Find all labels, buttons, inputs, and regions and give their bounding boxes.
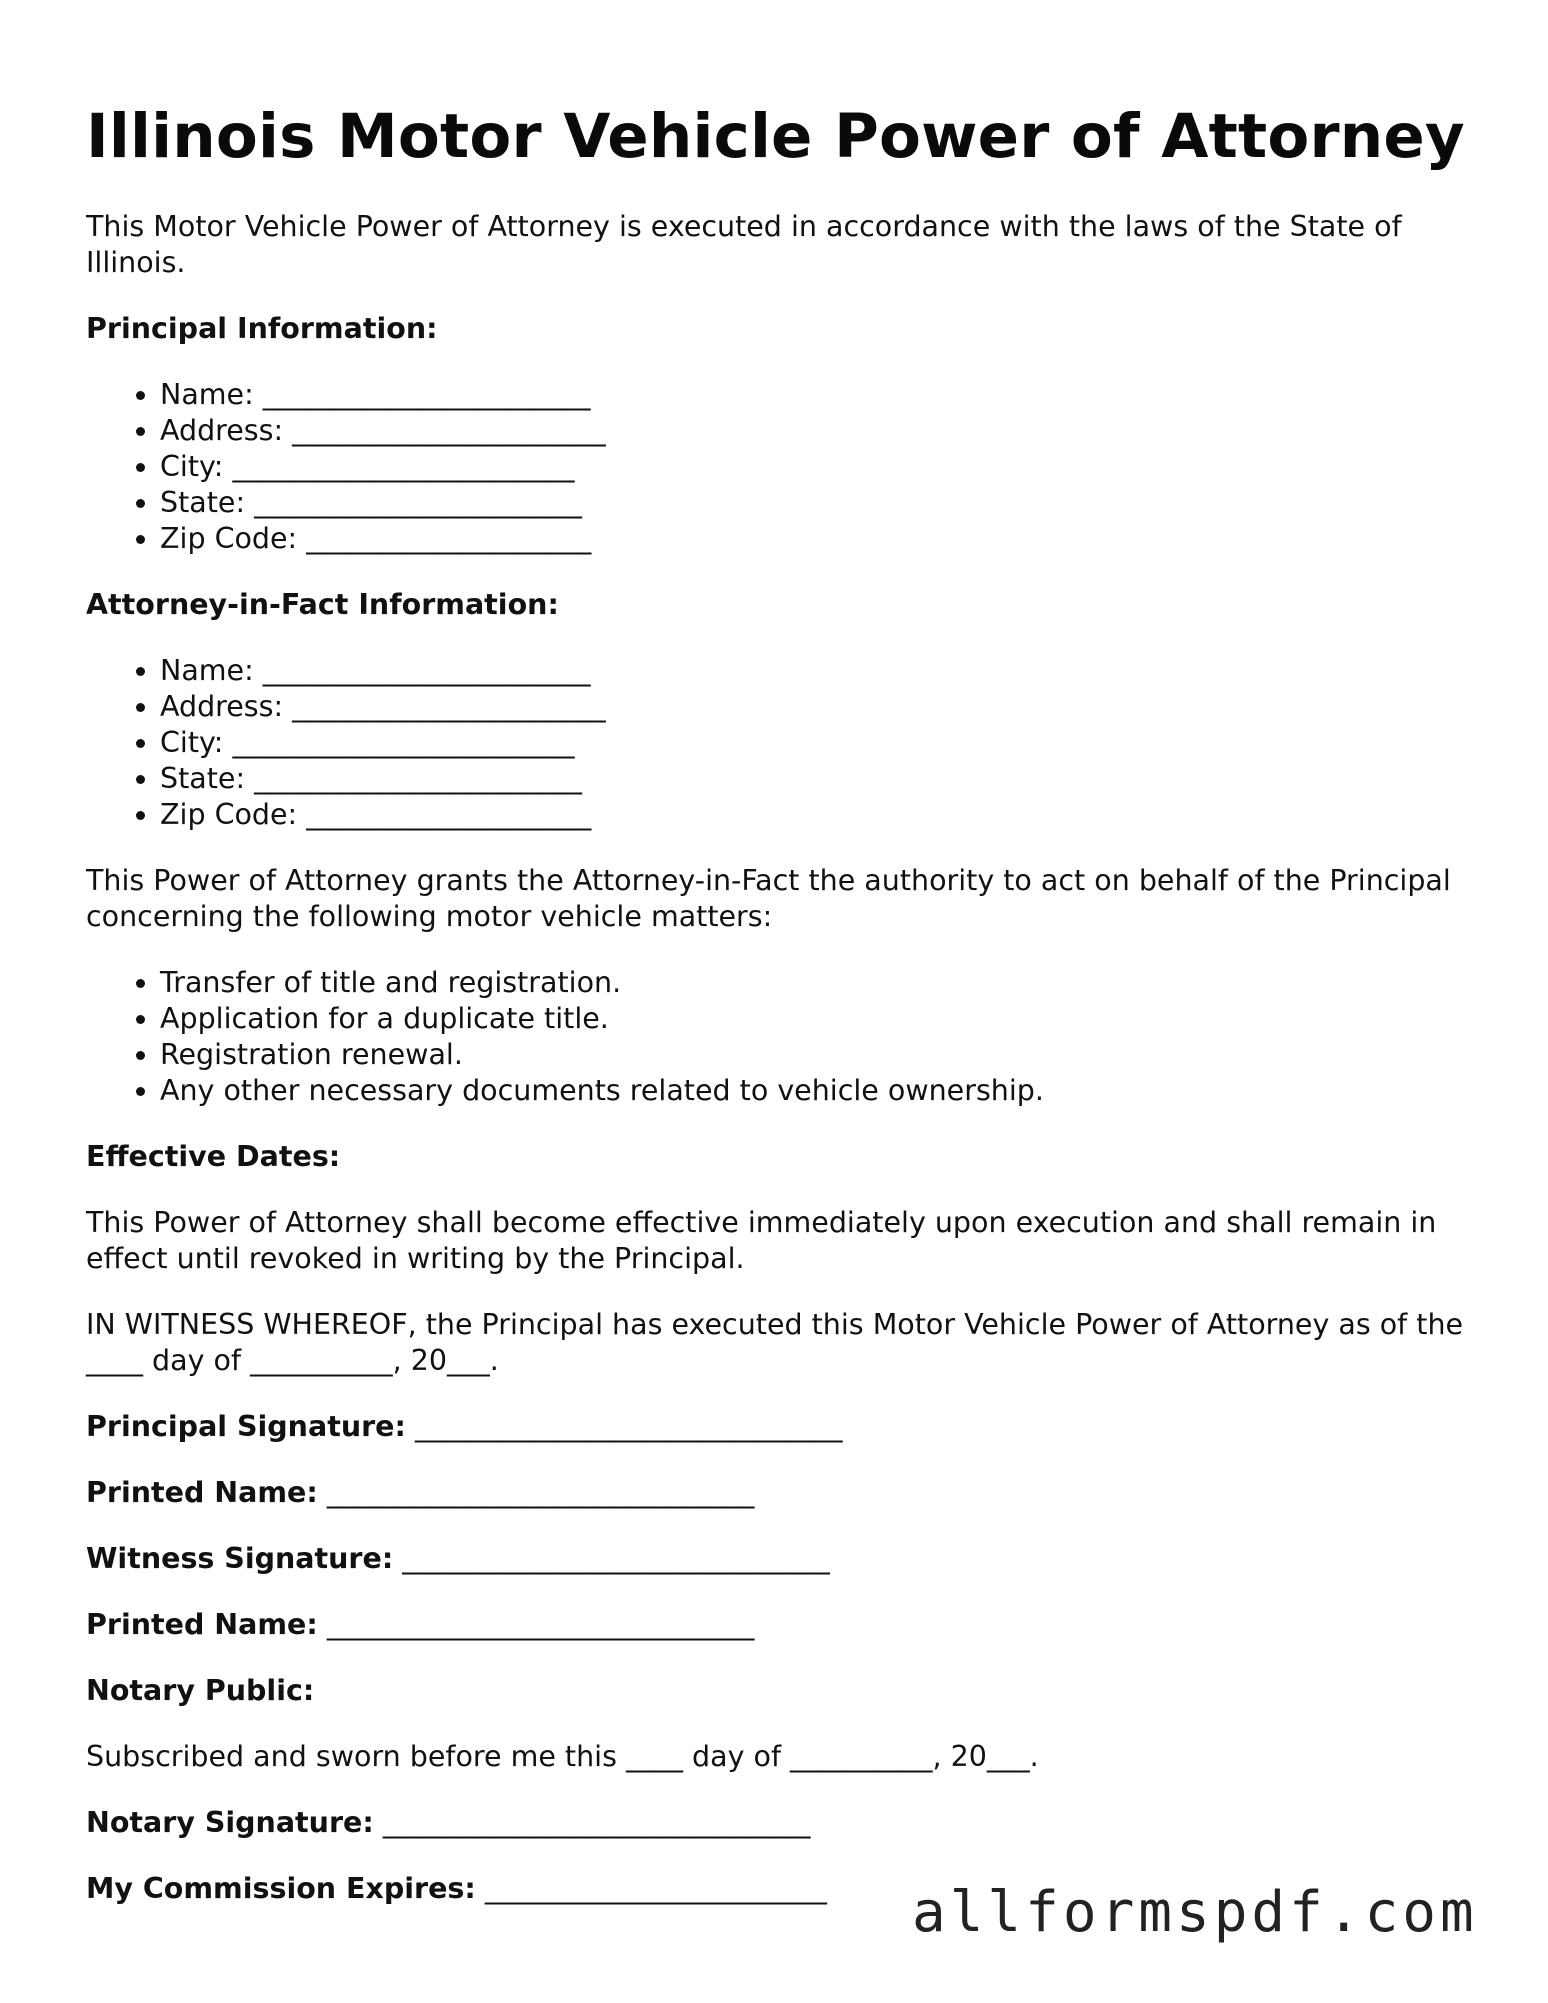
notary-heading: Notary Public: [86,1674,315,1708]
attorney-city-field: • City: ________________________ [160,725,1466,761]
principal-name-field: • Name: _______________________ [160,377,1466,413]
principal-signature-label: Principal Signature: [86,1410,406,1444]
matter-item: • Application for a duplicate title. [160,1001,1466,1037]
commission-expires-blank: ________________________ [484,1872,827,1906]
attorney-fields-list [86,653,1466,833]
attorney-address-field: • Address: ______________________ [160,689,1466,725]
principal-zip-field: • Zip Code: ____________________ [160,521,1466,557]
matter-item: • Any other necessary documents related to vehicle ownership. [160,1073,1466,1109]
commission-expires-label: My Commission Expires: [86,1872,476,1906]
notary-paragraph: Subscribed and sworn before me this ____ day of __________, 20___. [86,1740,1039,1774]
document-page [86,100,1466,1937]
intro-paragraph: This Motor Vehicle Power of Attorney is executed in accordance with the laws of the State of Illinois. [86,210,1402,280]
attorney-name-field: • Name: _______________________ [160,653,1466,689]
witness-signature-blank: ______________________________ [402,1542,830,1576]
principal-city-field: • City: ________________________ [160,449,1466,485]
principal-address-field: • Address: ______________________ [160,413,1466,449]
effective-dates-heading: Effective Dates: [86,1140,341,1174]
attorney-heading: Attorney-in-Fact Information: [86,588,559,622]
principal-printed-name-blank: ______________________________ [326,1476,755,1510]
witness-printed-name-line [86,1607,1466,1643]
attorney-zip-field: • Zip Code: ____________________ [160,797,1466,833]
witness-printed-name-label: Printed Name: [86,1608,318,1642]
attorney-state-field: • State: _______________________ [160,761,1466,797]
principal-heading: Principal Information: [86,312,438,346]
principal-printed-name-label: Printed Name: [86,1476,318,1510]
site-watermark: allformspdf.com [912,1880,1478,1945]
document-title: Illinois Motor Vehicle Power of Attorney [86,101,1465,172]
matters-list [86,965,1466,1109]
witness-whereof-paragraph: IN WITNESS WHEREOF, the Principal has executed this Motor Vehicle Power of Attorney as of the ____ day of __________, 20___. [86,1308,1464,1378]
principal-state-field: • State: _______________________ [160,485,1466,521]
principal-printed-name-line [86,1475,1466,1511]
matter-item: • Registration renewal. [160,1037,1466,1073]
witness-signature-line [86,1541,1466,1577]
notary-signature-blank: ______________________________ [382,1806,811,1840]
grant-paragraph: This Power of Attorney grants the Attorney-in-Fact the authority to act on behalf of the Principal concerning the following motor vehicle matters: [86,864,1451,934]
notary-signature-label: Notary Signature: [86,1806,374,1840]
witness-printed-name-blank: ______________________________ [326,1608,755,1642]
matter-item: • Transfer of title and registration. [160,965,1466,1001]
notary-signature-line [86,1805,1466,1841]
effective-dates-paragraph: This Power of Attorney shall become effective immediately upon execution and shall remain in effect until revoked in writing by the Principal. [86,1206,1437,1276]
principal-fields-list [86,377,1466,557]
witness-signature-label: Witness Signature: [86,1542,394,1576]
principal-signature-line [86,1409,1466,1445]
principal-signature-blank: ______________________________ [414,1410,843,1444]
